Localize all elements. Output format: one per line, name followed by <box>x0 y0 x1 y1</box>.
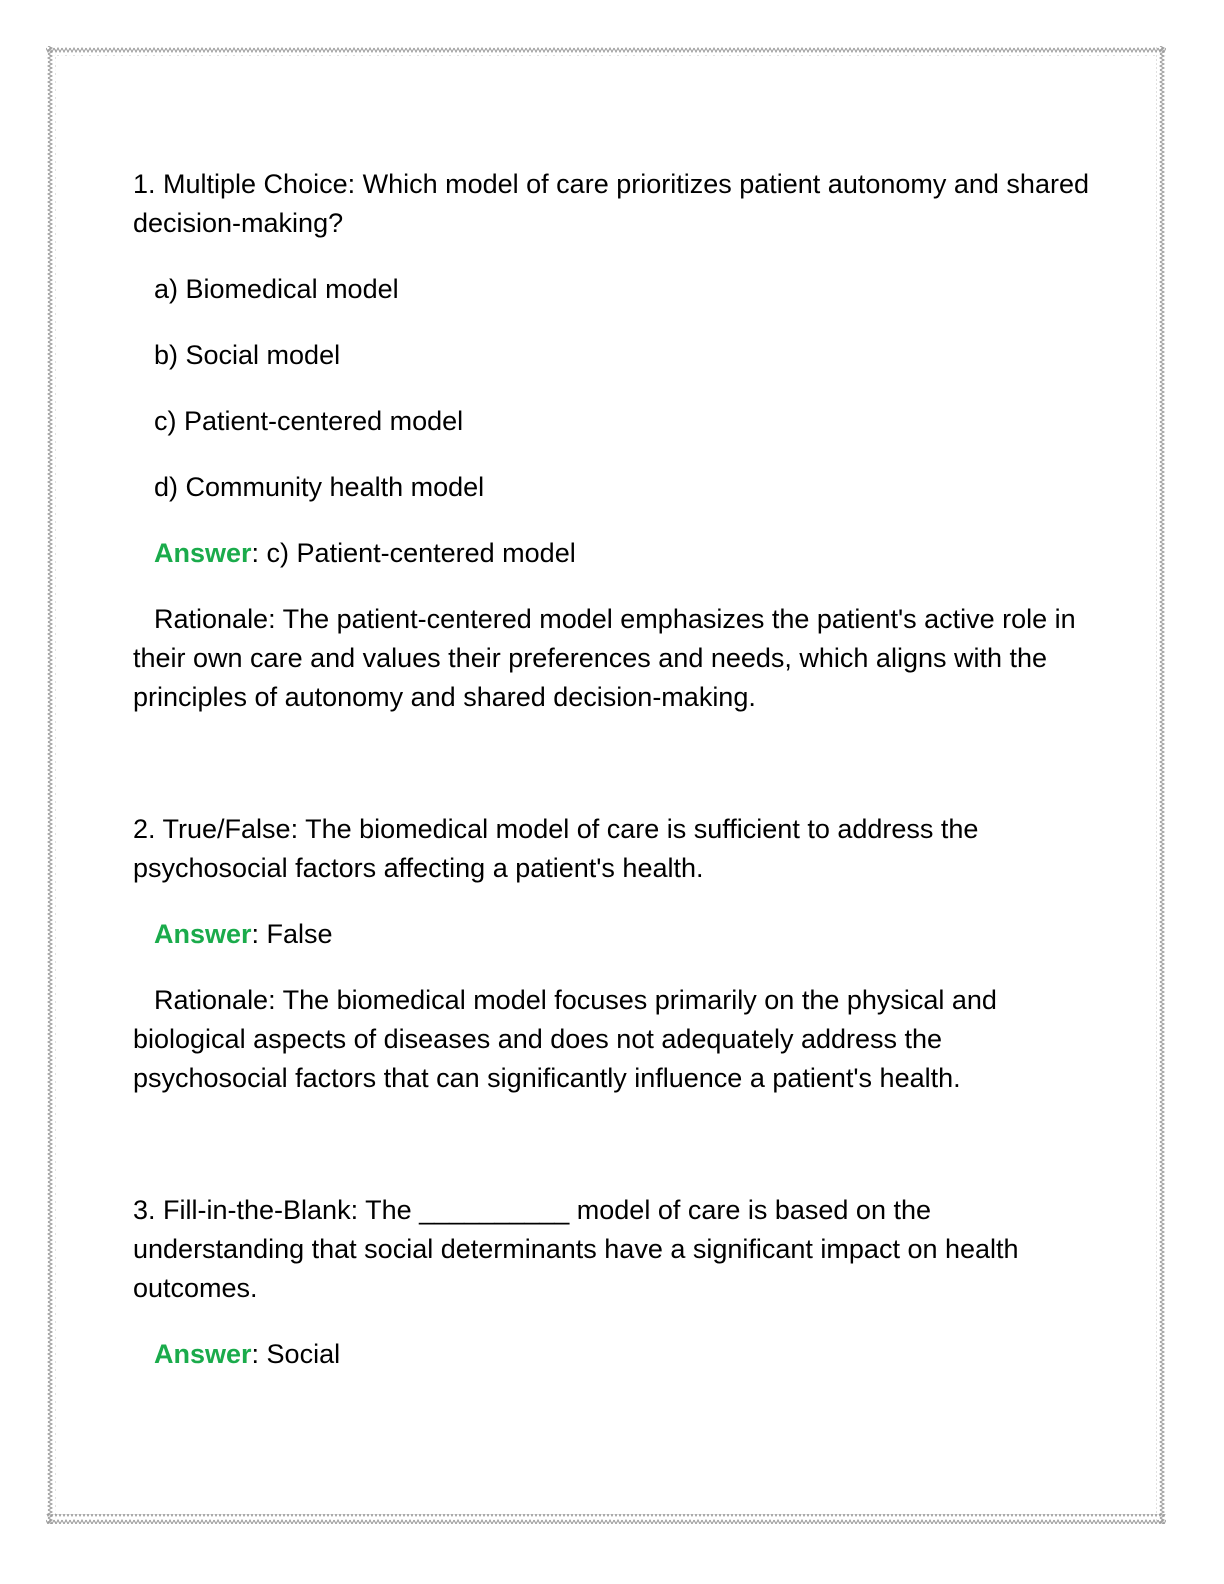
question-title: 3. Fill-in-the-Blank: The __________ model of care is based on the understanding that social determinants have a significant impact on health outcomes. <box>133 1195 1019 1303</box>
option-a: a) Biomedical model <box>154 274 399 304</box>
rationale <box>133 981 1093 1098</box>
question-1 <box>133 165 1093 717</box>
answer-label: Answer <box>154 1339 252 1369</box>
answer-line <box>133 1335 1093 1374</box>
answer-text: : False <box>251 919 333 949</box>
question-3 <box>133 1191 1093 1374</box>
answer-label: Answer <box>154 538 252 568</box>
section-spacer <box>133 1098 1093 1191</box>
question-title: 1. Multiple Choice: Which model of care prioritizes patient autonomy and shared decision-making? <box>133 169 1089 238</box>
answer-text: : Social <box>251 1339 341 1369</box>
rationale <box>133 600 1093 717</box>
option-d: d) Community health model <box>154 472 485 502</box>
document-body <box>133 165 1093 1401</box>
option-b: b) Social model <box>154 340 341 370</box>
rationale-text: Rationale: The patient-centered model emphasizes the patient's active role in their own care and values their preferences and needs, which aligns with the principles of autonomy and shared decision-making. <box>133 604 1076 712</box>
answer-text: : c) Patient-centered model <box>251 538 576 568</box>
option-c: c) Patient-centered model <box>154 406 464 436</box>
answer-line <box>133 534 1093 573</box>
question-title: 2. True/False: The biomedical model of care is sufficient to address the psychosocial factors affecting a patient's health. <box>133 814 979 883</box>
section-spacer <box>133 717 1093 810</box>
answer-label: Answer <box>154 919 252 949</box>
answer-line <box>133 915 1093 954</box>
rationale-text: Rationale: The biomedical model focuses primarily on the physical and biological aspects of diseases and does not adequately address the psychosocial factors that can significantly influence a patient's health. <box>133 985 997 1093</box>
question-2 <box>133 810 1093 1098</box>
